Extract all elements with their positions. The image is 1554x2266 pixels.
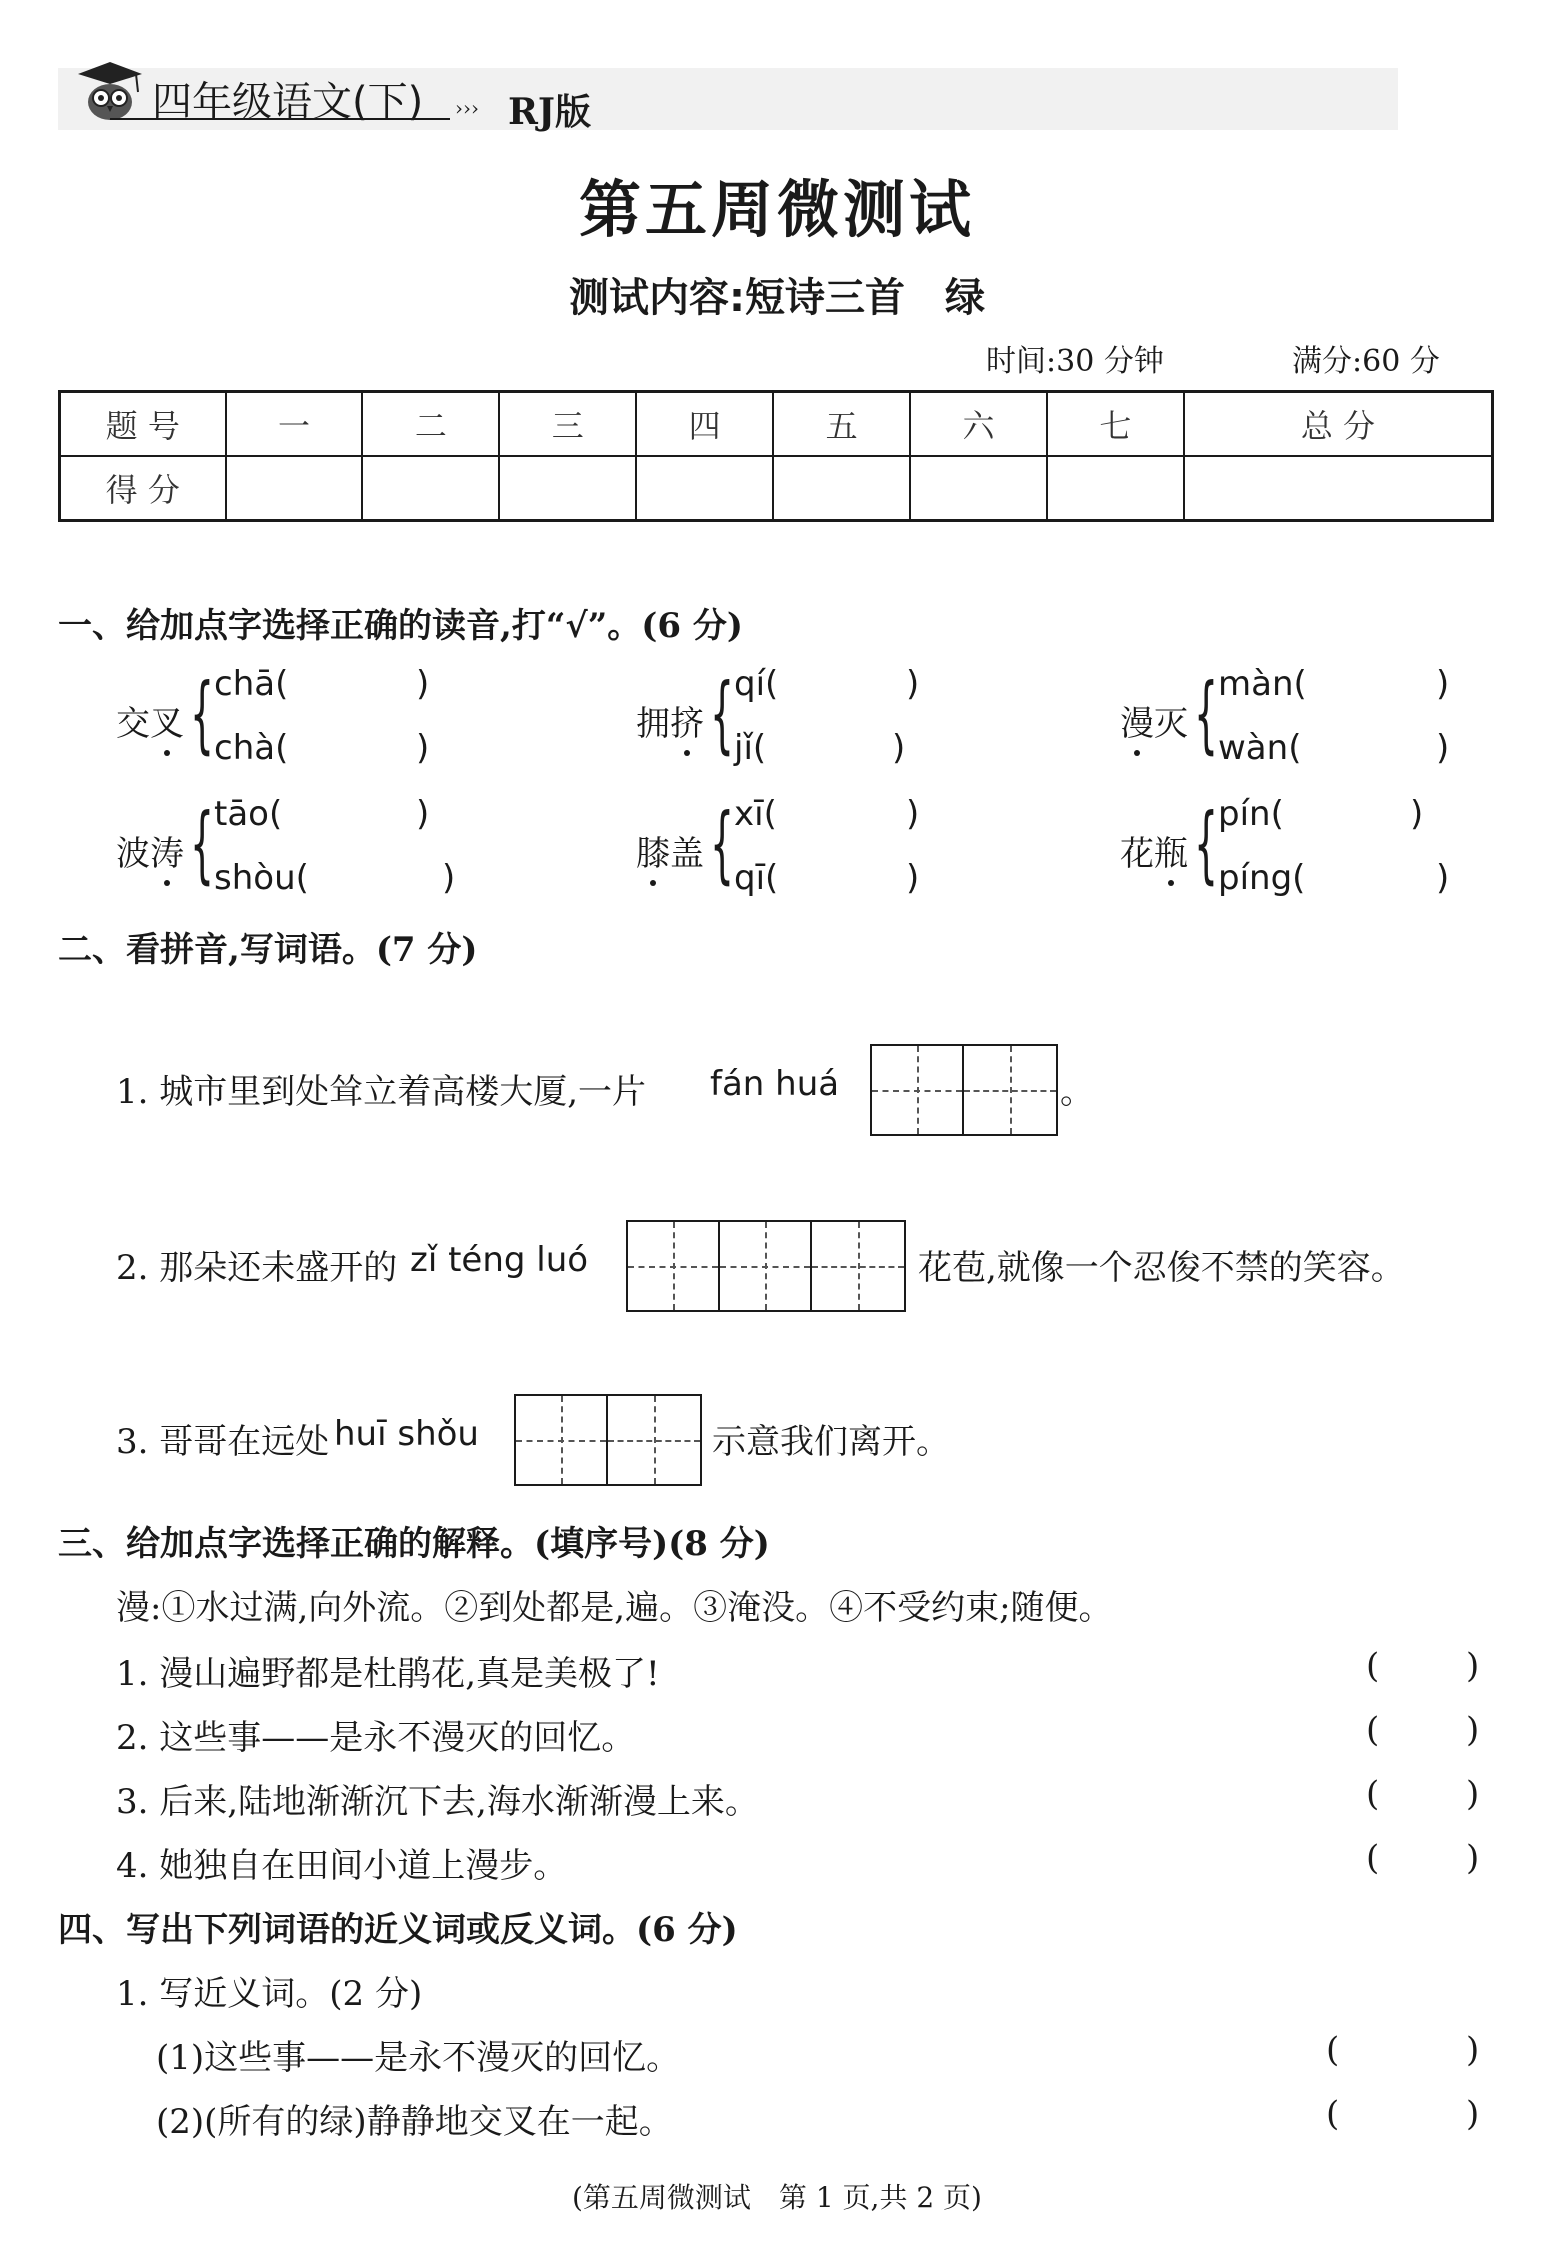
table-cell: 一 [226, 392, 363, 457]
score-input-cell[interactable] [1184, 456, 1493, 521]
q2-sentence-3: 3. 哥哥在远处 [116, 1422, 330, 1462]
q3-answer-paren[interactable]: ( [1366, 1646, 1380, 1686]
grade-label: 四年级语文(下) [152, 79, 424, 125]
q1-option-close: ) [416, 664, 430, 704]
edition-label: RJ版 [508, 91, 591, 133]
q1-heading: 一、给加点字选择正确的读音,打“√”。(6 分) [58, 606, 743, 646]
q1-word: 花瓶 [1120, 834, 1188, 874]
q3-item: 4. 她独自在田间小道上漫步。 [116, 1846, 568, 1886]
answer-grid-2[interactable] [626, 1220, 906, 1312]
q2-sentence-3-end: 示意我们离开。 [712, 1422, 950, 1462]
brace-icon: { [1194, 665, 1219, 763]
q1-option-close: ) [892, 728, 906, 768]
q1-option[interactable]: qī( [734, 858, 779, 898]
q2-sentence-1-end: 。 [1060, 1072, 1094, 1112]
q3-definitions: 漫:①水过满,向外流。②到处都是,遍。③淹没。④不受约束;随便。 [116, 1588, 1113, 1628]
score-table-header-row [60, 392, 1493, 457]
score-input-cell[interactable] [499, 456, 636, 521]
q3-answer-paren: ) [1466, 1710, 1480, 1750]
q4-subheading: 1. 写近义词。(2 分) [116, 1974, 423, 2014]
q4-heading: 四、写出下列词语的近义词或反义词。(6 分) [58, 1910, 738, 1950]
q1-word: 交叉 [116, 704, 184, 744]
q3-heading: 三、给加点字选择正确的解释。(填序号)(8 分) [58, 1524, 770, 1564]
q1-word: 膝盖 [636, 834, 704, 874]
q3-answer-paren[interactable]: ( [1366, 1774, 1380, 1814]
q1-option[interactable]: chà( [214, 728, 289, 768]
brace-icon: { [190, 795, 215, 893]
q1-option[interactable]: tāo( [214, 794, 283, 834]
brace-icon: { [710, 665, 735, 763]
page-title: 第五周微测试 [578, 173, 975, 246]
brace-icon: { [710, 795, 735, 893]
full-score: 满分:60 分 [1292, 344, 1440, 379]
brace-icon: { [190, 665, 215, 763]
owl-mascot-icon [70, 60, 148, 124]
q1-option[interactable]: shòu( [214, 858, 309, 898]
q1-option-close: ) [1410, 794, 1424, 834]
score-input-cell[interactable] [636, 456, 773, 521]
q1-option[interactable]: wàn( [1218, 728, 1302, 768]
q1-option[interactable]: xī( [734, 794, 777, 834]
table-cell: 得 分 [60, 456, 226, 521]
score-input-cell[interactable] [226, 456, 363, 521]
q2-pinyin-3: huī shǒu [334, 1414, 479, 1454]
score-table-score-row [60, 456, 1493, 521]
q2-pinyin-1: fán huá [710, 1064, 840, 1104]
table-cell: 六 [910, 392, 1047, 457]
q1-option[interactable]: píng( [1218, 858, 1306, 898]
score-input-cell[interactable] [910, 456, 1047, 521]
answer-grid-1[interactable] [870, 1044, 1058, 1136]
score-table [58, 390, 1494, 522]
table-cell: 总 分 [1184, 392, 1493, 457]
q3-item: 1. 漫山遍野都是杜鹃花,真是美极了! [116, 1654, 660, 1694]
q3-item: 3. 后来,陆地渐渐沉下去,海水渐渐漫上来。 [116, 1782, 759, 1822]
q1-option[interactable]: qí( [734, 664, 779, 704]
table-cell: 题 号 [60, 392, 226, 457]
q3-answer-paren[interactable]: ( [1366, 1710, 1380, 1750]
q1-option[interactable]: chā( [214, 664, 289, 704]
q1-option-close: ) [906, 794, 920, 834]
q2-sentence-1: 1. 城市里到处耸立着高楼大厦,一片 [116, 1072, 647, 1112]
q1-word: 漫灭 [1120, 704, 1188, 744]
q1-option-close: ) [442, 858, 456, 898]
score-input-cell[interactable] [1047, 456, 1184, 521]
q1-option[interactable]: màn( [1218, 664, 1307, 704]
q4-item: (2)(所有的绿)静静地交叉在一起。 [156, 2102, 673, 2142]
q3-item: 2. 这些事——是永不漫灭的回忆。 [116, 1718, 636, 1758]
brace-icon: { [1194, 795, 1219, 893]
q1-option-close: ) [1436, 858, 1450, 898]
score-input-cell[interactable] [773, 456, 910, 521]
answer-grid-3[interactable] [514, 1394, 702, 1486]
q1-word: 波涛 [116, 834, 184, 874]
q4-answer-paren[interactable]: ( [1326, 2030, 1340, 2070]
q3-answer-paren[interactable]: ( [1366, 1838, 1380, 1878]
q2-pinyin-2: zǐ téng luó [410, 1240, 589, 1280]
q1-option-close: ) [906, 664, 920, 704]
table-cell: 七 [1047, 392, 1184, 457]
q2-heading: 二、看拼音,写词语。(7 分) [58, 930, 478, 970]
q1-word: 拥挤 [636, 704, 704, 744]
q1-option-close: ) [1436, 664, 1450, 704]
q4-answer-paren[interactable]: ( [1326, 2094, 1340, 2134]
time-limit: 时间:30 分钟 [986, 344, 1164, 379]
q4-answer-paren: ) [1466, 2030, 1480, 2070]
q2-sentence-2-end: 花苞,就像一个忍俊不禁的笑容。 [918, 1248, 1405, 1288]
q4-item: (1)这些事——是永不漫灭的回忆。 [156, 2038, 681, 2078]
q3-answer-paren: ) [1466, 1838, 1480, 1878]
q1-option-close: ) [906, 858, 920, 898]
q1-option-close: ) [416, 728, 430, 768]
score-input-cell[interactable] [362, 456, 499, 521]
grade-underline [110, 118, 450, 120]
q1-option[interactable]: jǐ( [734, 728, 767, 768]
q1-option-close: ) [1436, 728, 1450, 768]
page-subtitle: 测试内容:短诗三首 绿 [569, 275, 985, 321]
q4-answer-paren: ) [1466, 2094, 1480, 2134]
table-cell: 二 [362, 392, 499, 457]
q3-answer-paren: ) [1466, 1774, 1480, 1814]
q3-answer-paren: ) [1466, 1646, 1480, 1686]
q1-option[interactable]: pín( [1218, 794, 1284, 834]
page-footer: (第五周微测试 第 1 页,共 2 页) [572, 2181, 982, 2214]
table-cell: 五 [773, 392, 910, 457]
table-cell: 四 [636, 392, 773, 457]
q1-option-close: ) [416, 794, 430, 834]
table-cell: 三 [499, 392, 636, 457]
q2-sentence-2: 2. 那朵还未盛开的 [116, 1248, 398, 1288]
arrows-decoration: ››› [455, 96, 479, 120]
